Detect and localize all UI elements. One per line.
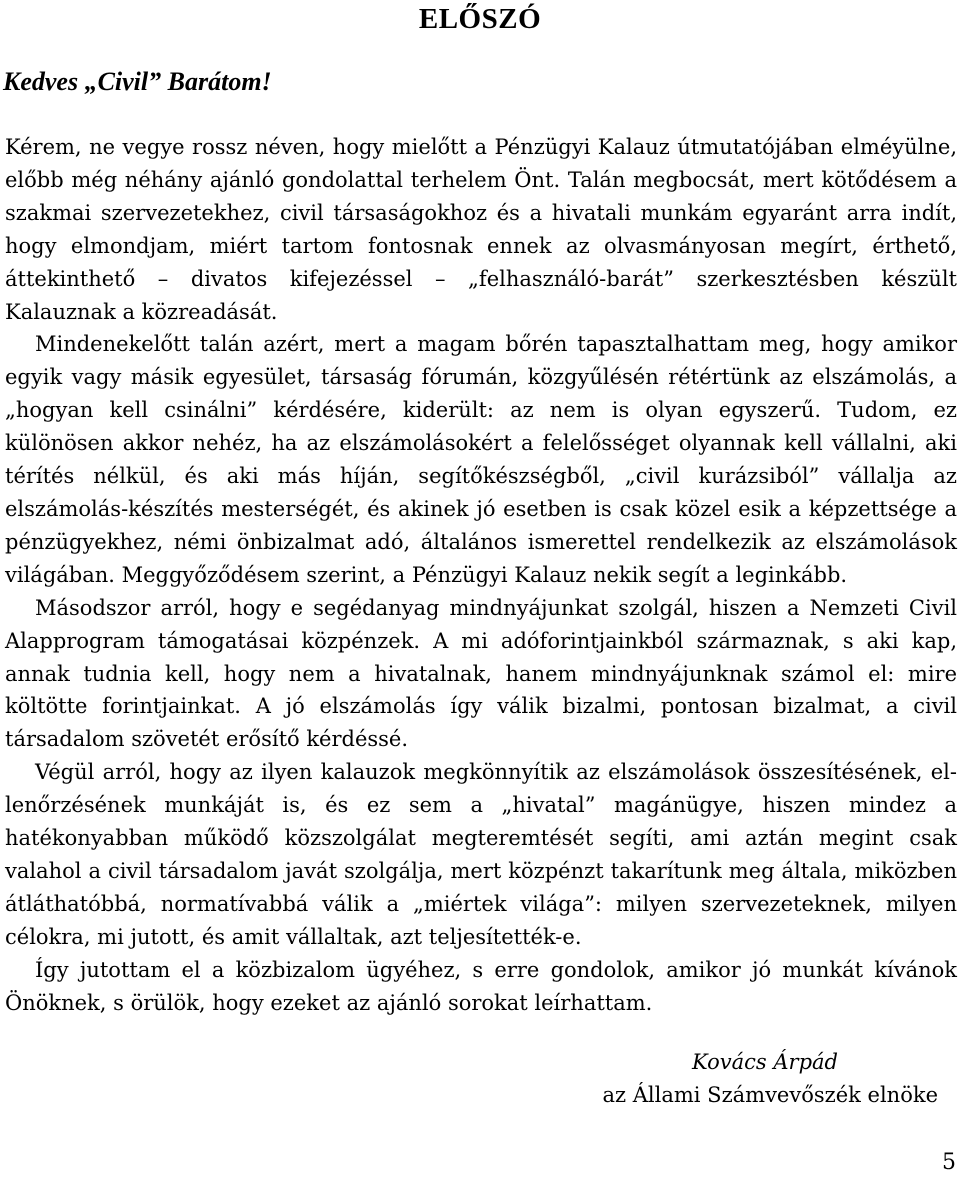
signature-block	[603, 1046, 939, 1112]
page-title: ELŐSZÓ	[418, 3, 542, 35]
paragraph-closing: Így jutottam el a közbizalom ügyéhez, s erre gondolok, amikor jó munkát kívánok Önöknek, s örülök, hogy ezeket az ajánló sorokat leírhattam.	[5, 957, 957, 1015]
body-text	[5, 131, 957, 1019]
paragraph-intro: Kérem, ne vegye rossz néven, hogy mielőtt a Pénzügyi Kalauz útmutatójában elméyülne, előbb még néhány ajánló gondolattal terhelem Önt. Talán megbocsát, mert kötődésem a szakmai szervezetekhez, civil társaságokhoz és a hivatali munkám egyaránt arra indít, hogy elmondjam, miért tartom fontosnak ennek az olvasmányosan megírt, érthető, áttekinthető – divatos kifejezéssel – „felhasználó-barát” szerkesztésben készült Kalauznak a közreadását.	[5, 135, 957, 324]
page-number: 5	[942, 1150, 956, 1175]
paragraph-third-reason: Végül arról, hogy az ilyen kalauzok megkönnyítik az elszámolások összesítésének, el-lenőrzésének munkáját is, és ez sem a „hivatal” magánügye, hiszen mindez a hatékonyabban működő közszolgálat megteremtését segíti, ami aztán megint csak valahol a civil társadalom javát szolgálja, mert közpénzt takarítunk meg általa, miközben átláthatóbbá, normatívabbá válik a „miértek világa”: milyen szervezeteknek, milyen célokra, mi jutott, és amit vállaltak, azt teljesítették-e.	[5, 760, 957, 949]
signature-role: az Állami Számvevőszék elnöke	[602, 1083, 938, 1107]
signature-name: Kovács Árpád	[692, 1050, 838, 1074]
salutation: Kedves „Civil” Barátom!	[3, 67, 272, 96]
paragraph-second-reason: Másodszor arról, hogy e segédanyag mindnyájunkat szolgál, hiszen a Nemzeti Civil Alapprogram támogatásai közpénzek. A mi adóforintjainkból származnak, s aki kap, annak tudnia kell, hogy nem a hivatalnak, hanem mindnyájunknak számol el: mire költötte forintjainkat. A jó elszámolás így válik bizalmi, pontosan bizalmat, a civil társadalom szövetét erősítő kérdéssé.	[5, 595, 957, 752]
paragraph-first-reason: Mindenekelőtt talán azért, mert a magam bőrén tapasztalhattam meg, hogy amikor egyik vagy másik egyesület, társaság fórumán, közgyűlésén rétértünk az elszámolás, a „hogyan kell csinálni” kérdésére, kiderült: az nem is olyan egyszerű. Tudom, ez különösen akkor nehéz, ha az elszámolásokért a felelősséget olyannak kell vállalni, aki térítés nélkül, és aki más híján, segítőkészségből, „civil kurázsiból” vállalja az elszámolás-készítés mesterségét, és akinek jó esetben is csak közel esik a képzettsége a pénzügyekhez, némi önbizalmat adó, általános ismerettel rendelkezik az elszámolások világában. Meggyőződésem szerint, a Pénzügyi Kalauz nekik segít a leginkább.	[5, 332, 957, 587]
